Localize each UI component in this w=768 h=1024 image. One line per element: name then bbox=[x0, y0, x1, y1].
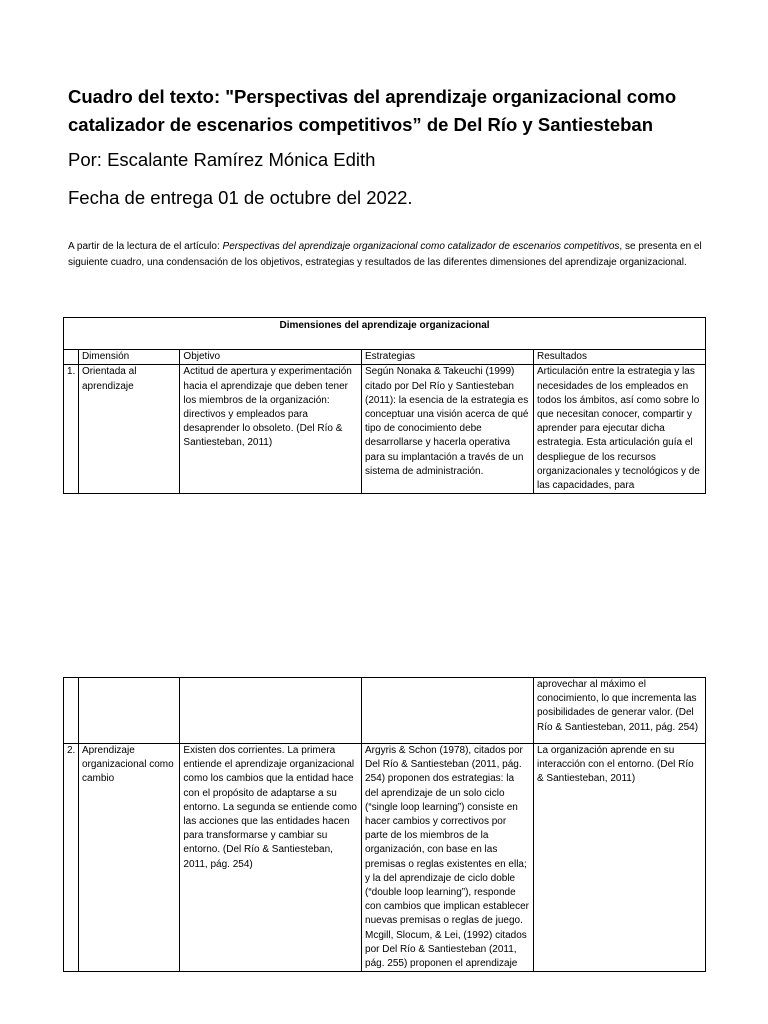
intro-article-title: Perspectivas del aprendizaje organizacional como catalizador de escenarios competitivos bbox=[222, 241, 620, 252]
document-author: Por: Escalante Ramírez Mónica Edith bbox=[68, 149, 376, 170]
dimensions-table bbox=[63, 317, 706, 494]
header-dimension: Dimensión bbox=[78, 350, 179, 365]
document-date: Fecha de entrega 01 de octubre del 2022. bbox=[68, 187, 413, 208]
row-number: 1. bbox=[64, 365, 79, 494]
table-caption: Dimensiones del aprendizaje organizacional bbox=[64, 318, 706, 350]
row-objetivo: Actitud de apertura y experimentación hacia el aprendizaje que deben tener los miembros de la organización: directivos y empleados para desaprender lo obsoleto. (Del Río & Santiesteban, 2011) bbox=[180, 365, 362, 494]
dimensions-table-continued bbox=[63, 677, 706, 972]
row-objetivo-empty bbox=[180, 678, 362, 744]
document-title: Cuadro del texto: "Perspectivas del aprendizaje organizacional como catalizador de escenarios competitivos” de Del Río y Santiesteban bbox=[68, 86, 677, 135]
row-estrategias: Argyris & Schon (1978), citados por Del Río & Santiesteban (2011, pág. 254) proponen dos estrategias: la del aprendizaje de un solo ciclo (“single loop learning”) consiste en hacer cambios y correctivos por parte de los miembros de la organización, con base en las premisas o reglas existentes en ella; y la del aprendizaje de ciclo doble (“double loop learning”), responde con cambios que implican establecer nuevas premisas o reglas de juego. Mcgill, Slocum, & Lei, (1992) citados por Del Río & Santiesteban (2011, pág. 255) proponen el aprendizaje bbox=[362, 744, 534, 972]
table-caption-row bbox=[64, 318, 706, 350]
row-dimension-empty bbox=[78, 678, 179, 744]
table-row bbox=[64, 365, 706, 494]
header-num bbox=[64, 350, 79, 365]
row-resultados: Articulación entre la estrategia y las necesidades de los empleados en todos los ámbitos, así como sobre lo que necesitan conocer, compartir y aprender para ejecutar dicha estrategia. Esta articulación guía el despliegue de los recursos organizacionales y tecnológicos y de las capacidades, para bbox=[533, 365, 705, 494]
header-estrategias: Estrategias bbox=[362, 350, 534, 365]
row-estrategias-empty bbox=[362, 678, 534, 744]
row-number: 2. bbox=[64, 744, 79, 972]
row-dimension: Orientada al aprendizaje bbox=[78, 365, 179, 494]
row-resultados-continued: aprovechar al máximo el conocimiento, lo que incrementa las posibilidades de generar valor. (Del Río & Santiesteban, 2011, pág. 254) bbox=[533, 678, 705, 744]
row-objetivo: Existen dos corrientes. La primera entiende el aprendizaje organizacional como los cambios que la entidad hace con el propósito de adaptarse a su entorno. La segunda se entiende como las acciones que las entidades hacen para transformarse y cambiar su entorno. (Del Río & Santiesteban, 2011, pág. 254) bbox=[180, 744, 362, 972]
header-resultados: Resultados bbox=[533, 350, 705, 365]
row-resultados: La organización aprende en su interacción con el entorno. (Del Río & Santiesteban, 2011) bbox=[533, 744, 705, 972]
row-number-empty bbox=[64, 678, 79, 744]
table-header-row bbox=[64, 350, 706, 365]
table-row-continued bbox=[64, 678, 706, 744]
row-dimension: Aprendizaje organizacional como cambio bbox=[78, 744, 179, 972]
intro-paragraph bbox=[68, 239, 708, 270]
intro-text-end: , se presenta en el siguiente cuadro, una condensación de los objetivos, estrategias y resultados de las diferentes dimensiones del aprendizaje organizacional. bbox=[68, 241, 702, 268]
table-row bbox=[64, 744, 706, 972]
row-estrategias: Según Nonaka & Takeuchi (1999) citado por Del Río y Santiesteban (2011): la esencia de la estrategia es conceptuar una visión acerca de qué tipo de conocimiento debe desarrollarse y hacerla operativa para su implantación a través de un sistema de administración. bbox=[362, 365, 534, 494]
intro-text-start: A partir de la lectura de el artículo: bbox=[68, 241, 223, 252]
header-objetivo: Objetivo bbox=[180, 350, 362, 365]
